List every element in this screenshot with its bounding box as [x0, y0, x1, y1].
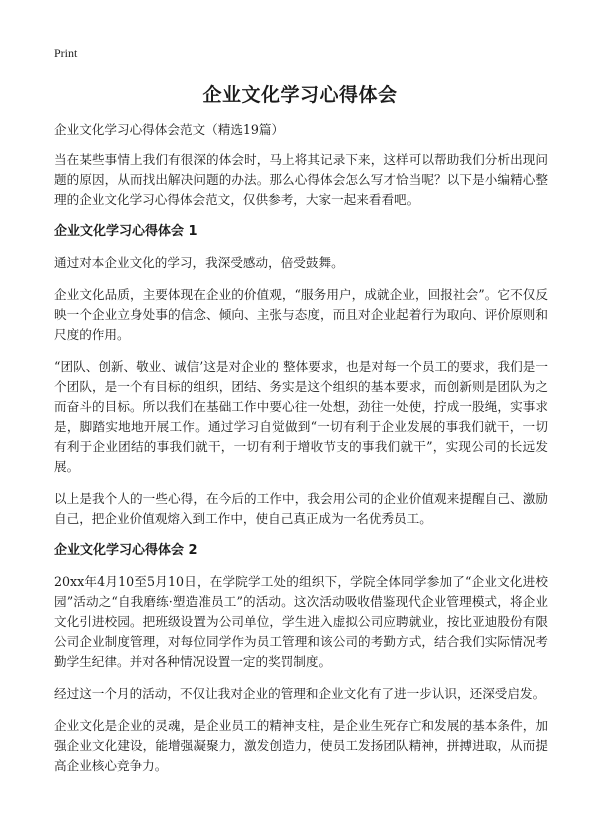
section-heading: 企业文化学习心得体会 1 [54, 224, 198, 239]
intro-paragraph: 当在某些事情上我们有很深的体会时，马上将其记录下来，这样可以帮助我们分析出现问题的原因，从而找出解决问题的办法。那么心得体会怎么写才恰当呢？以下是小编精心整理的企业文化学习心得体会范文，仅供参考，大家一起来看看吧。 [54, 152, 548, 207]
document-body [54, 120, 548, 788]
print-link[interactable]: Print [54, 46, 78, 60]
paragraph: “团队、创新、敬业、诚信’这是对企业的 整体要求，也是对每一个员工的要求，我们是一个团队，是一个有目标的组织，团结、务实是这个组织的基本要求，而创新则是团队为之而奋斗的目标。所以我们在基础工作中要心往一处想，劲往一处使，拧成一股绳，实事求是，脚踏实地地开展工作。通过学习自觉做到“一切有利于企业发展的事我们就干，一切有利于企业团结的事我们就干，一切有利于增收节支的事我们就干”，实现公司的长远发展。 [54, 359, 548, 474]
paragraph: 以上是我个人的一些心得，在今后的工作中，我会用公司的企业价值观来提醒自己、激励自己，把企业价值观熔入到工作中，使自己真正成为一名优秀员工。 [54, 491, 548, 526]
document-subtitle: 企业文化学习心得体会范文（精选19篇） [54, 122, 285, 137]
paragraph: 企业文化品质，主要体现在企业的价值观，“服务用户，成就企业，回报社会”。它不仅反映一个企业立身处事的信念、倾向、主张与态度，而且对企业起着行为取向、评价原则和尺度的作用。 [54, 287, 548, 342]
paragraph: 企业文化是企业的灵魂，是企业员工的精神支柱，是企业生死存亡和发展的基本条件，加强企业文化建设，能增强凝聚力，激发创造力，使员工发扬团队精神，拼搏进取，从而提高企业核心竞争力。 [54, 718, 548, 773]
page-title: 企业文化学习心得体会 [202, 84, 398, 106]
paragraph: 经过这一个月的活动，不仅让我对企业的管理和企业文化有了进一步认识，还深受启发。 [54, 686, 546, 701]
paragraph: 通过对本企业文化的学习，我深受感动，倍受鼓舞。 [54, 255, 344, 270]
paragraph: 20xx年4月10至5月10日，在学院学工处的组织下，学院全体同学参加了“企业文化进校园”活动之“自我磨练·塑造准员工”的活动。这次活动吸收借鉴现代企业管理模式，将企业文化引进校园。把班级设置为公司单位，学生进入虚拟公司应聘就业，按比亚迪股份有限公司企业制度管理，对每位同学作为员工管理和该公司的考勤方式，结合我们实际情况考勤学生纪律。并对各种情况设置一定的奖罚制度。 [54, 574, 548, 669]
section-2 [54, 541, 548, 776]
section-1 [54, 222, 548, 529]
section-heading: 企业文化学习心得体会 2 [54, 543, 198, 558]
